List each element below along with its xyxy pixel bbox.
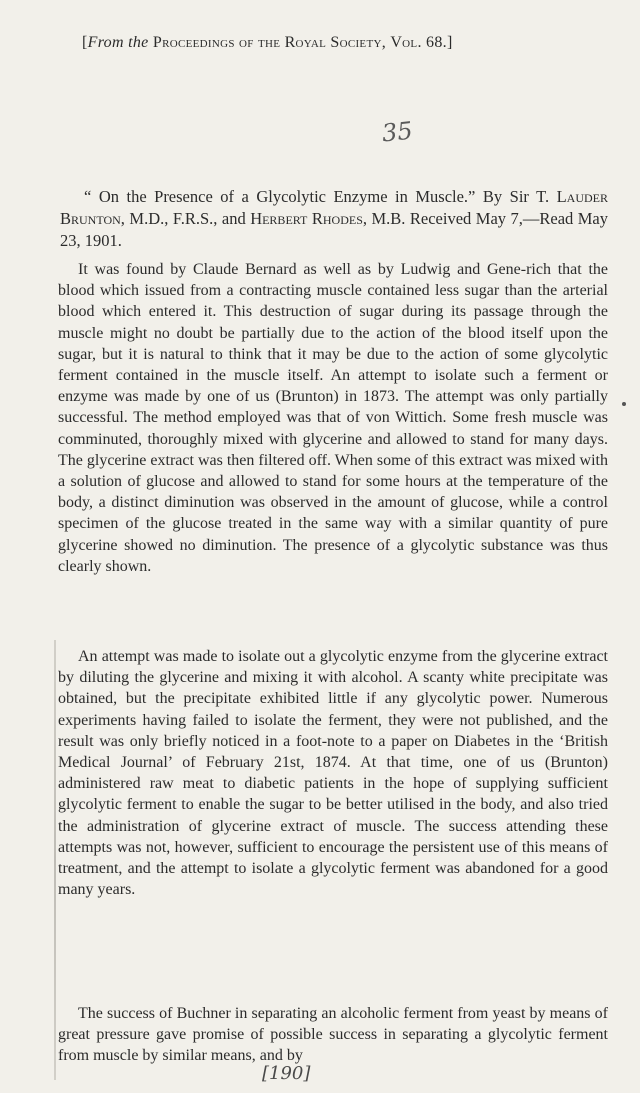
paragraph-2: An attempt was made to isolate out a glycolytic enzyme from the glycerine extract by diluting the glycerine and mixing it with alcohol. A scanty white precipitate was obtained, but the precipitate exhibited little if any glycolytic power. Numerous experiments having failed to isolate the ferment, they were not published, and the result was only briefly noticed in a foot-note to a paper on Diabetes in the ‘British Medical Journal’ of February 21st, 1874. At that time, one of us (Brunton) administered raw meat to diabetic patients in the hope of supplying sufficient glycolytic ferment to enable the sugar to be better utilised in the body, and also tried the administration of glycerine extract of muscle. The success attending these attempts was not, however, sufficient to encourage the persistent use of this means of treatment, and the attempt to isolate a glycolytic ferment was abandoned for a good many years. [58, 648, 608, 899]
paragraph-3: The success of Buchner in separating an alcoholic ferment from yeast by means of great pressure gave promise of possible success in separating a glycolytic ferment from muscle by similar means, and by [58, 1005, 608, 1065]
header-journal: Proceedings of the Royal Society, [152, 34, 387, 51]
paper-title-block [60, 186, 608, 252]
header-bracket: [ [82, 34, 88, 51]
author1-name: Lauder Brunton, [60, 187, 609, 228]
margin-dot [622, 402, 626, 406]
handwritten-page-number: 35 [380, 116, 414, 148]
by-word: By [482, 187, 503, 206]
paragraph-1: It was found by Claude Bernard as well as by Ludwig and Gene-rich that the blood which issued from a contracting muscle contained less sugar than the arterial blood which entered it. This destruction of sugar during its passage through the muscle might no doubt be partially due to the action of the blood itself upon the sugar, but it is natural to think that it may be due to the action of some glycolytic ferment contained in the muscle itself. An attempt to isolate such a ferment or enzyme was made by one of us (Brunton) in 1873. The attempt was only partially successful. The method employed was that of von Wittich. Some fresh muscle was comminuted, thoroughly mixed with glycerine and allowed to stand for many days. The glycerine extract was then filtered off. When some of this extract was mixed with a solution of glucose and allowed to stand for some hours at the temperature of the body, a distinct diminution was observed in the amount of glucose, while a control specimen of the glucose treated in the same way with a similar quantity of pure glycerine showed no diminution. The presence of a glycolytic substance was thus clearly shown. [58, 261, 608, 575]
paper-title: “ On the Presence of a Glycolytic Enzyme in Muscle.” [84, 187, 476, 206]
header-volume: Vol. 68.] [390, 34, 453, 51]
scan-shadow-edge [54, 640, 56, 1080]
bracketed-page-number: [190] [262, 1063, 311, 1084]
header-source: From the [87, 34, 149, 51]
received-read-dates: Received May 7,—Read May 23, 1901. [60, 209, 609, 250]
running-header [82, 34, 602, 52]
author1-prefix: Sir T. [509, 187, 550, 206]
author1-degrees: M.D., F.R.S., and [129, 209, 246, 228]
author2-degrees: M.B. [371, 209, 406, 228]
author2-name: Herbert Rhodes, [250, 209, 367, 228]
